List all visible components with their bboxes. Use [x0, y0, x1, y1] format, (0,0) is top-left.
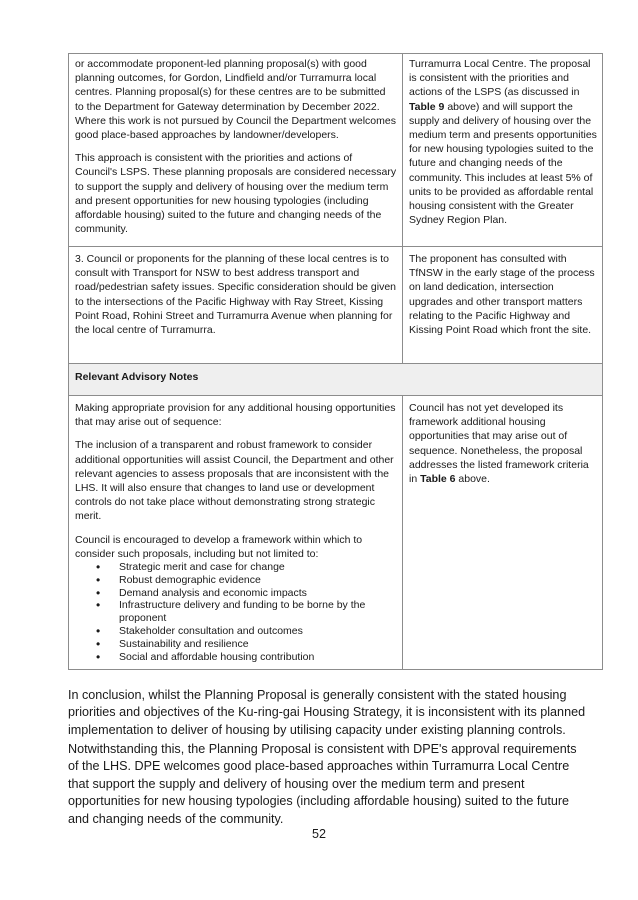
cell-text: above) and will support the supply and delivery of housing over the medium term and presents opportunities for new housing typologies suited to the future and changing needs of the community. This includes at least 5% of units to be provided as affordable rental housing consistent with the Greater Sydney Region Plan. [409, 100, 597, 227]
table-reference: Table 9 [409, 100, 445, 113]
conclusion-paragraph: In conclusion, whilst the Planning Proposal is generally consistent with the stated housing priorities and objectives of the Ku-ring-gai Housing Strategy, it is inconsistent with its planned implementation to deliver of housing by utilising capacity under existing planning controls. [68, 688, 586, 737]
table-cell-requirement [69, 247, 403, 364]
section-header: Relevant Advisory Notes [69, 364, 603, 396]
table-cell-response [403, 54, 603, 247]
list-item: • Demand analysis and economic impacts [119, 587, 397, 600]
list-item: • Strategic merit and case for change [119, 561, 397, 574]
cell-paragraph: or accommodate proponent-led planning proposal(s) with good planning outcomes, for Gordon, Lindfield and/or Turramurra local centres. Planning proposal(s) for these centres are to be submitted to the Department for Gateway determination by December 2022. Where this work is not pursued by Council the Department welcomes good place-based approaches by landowner/developers. [75, 58, 396, 142]
list-item: • Stakeholder consultation and outcomes [119, 625, 397, 638]
table-row [69, 396, 603, 670]
table-row [69, 247, 603, 364]
cell-paragraph: Making appropriate provision for any additional housing opportunities that may arise out of sequence: [75, 402, 396, 429]
list-item: • Social and affordable housing contribution [119, 651, 397, 664]
cell-paragraph: Council is encouraged to develop a framework within which to consider such proposals, including but not limited to: [75, 533, 363, 560]
list-item: • Infrastructure delivery and funding to be borne by the proponent [119, 599, 397, 625]
cell-text: The proponent has consulted with TfNSW in the early stage of the process on land dedication, intersection upgrades and other transport matters relating to the Pacific Highway and Kissing Point Road which front the site. [409, 253, 595, 337]
table-row [69, 54, 603, 247]
table-cell-response [403, 247, 603, 364]
table-cell-requirement [69, 54, 403, 247]
cell-text: Council has not yet developed its framework additional housing opportunities that may arise out of sequence. Nonetheless, the proposal addresses the listed framework criteria in [409, 402, 589, 486]
conclusion-paragraph: Notwithstanding this, the Planning Proposal is consistent with DPE's approval requirements of the LHS. DPE welcomes good place-based approaches within Turramurra Local Centre that support the supply and delivery of housing over the medium term and present opportunities for new housing typologies (including affordable housing) suited to the future and changing needs of the community. [68, 742, 577, 826]
table-cell-response [403, 396, 603, 670]
criteria-list [75, 561, 397, 663]
assessment-table [68, 53, 603, 670]
cell-text: above. [455, 473, 490, 486]
table-cell-requirement [69, 396, 403, 670]
list-item: • Sustainability and resilience [119, 638, 397, 651]
cell-paragraph: This approach is consistent with the priorities and actions of Council's LSPS. These planning proposals are considered necessary to support the supply and delivery of housing over the medium term and present opportunities for new housing typologies (including affordable housing) suited to the future and changing needs of the community. [75, 152, 397, 236]
cell-text: 3. Council or proponents for the planning of these local centres is to consult with Transport for NSW to best address transport and road/pedestrian safety issues. Specific consideration should be given to the intersections of the Pacific Highway with Ray Street, Kissing Point Road, Rohini Street and Turramurra Avenue when planning for the local centre of Turramurra. [75, 253, 397, 337]
list-item: • Robust demographic evidence [119, 574, 397, 587]
page-number: 52 [311, 827, 326, 841]
table-section-row [69, 364, 603, 396]
table-reference: Table 6 [420, 473, 456, 486]
cell-paragraph: The inclusion of a transparent and robust framework to consider additional opportunities will assist Council, the Department and other relevant agencies to assess proposals that are inconsistent with the LHS. It will also ensure that changes to land use or development controls do not take place without demonstrating strong strategic merit. [75, 439, 394, 523]
cell-text: Turramurra Local Centre. The proposal is consistent with the priorities and actions of the LSPS (as discussed in [409, 58, 591, 99]
